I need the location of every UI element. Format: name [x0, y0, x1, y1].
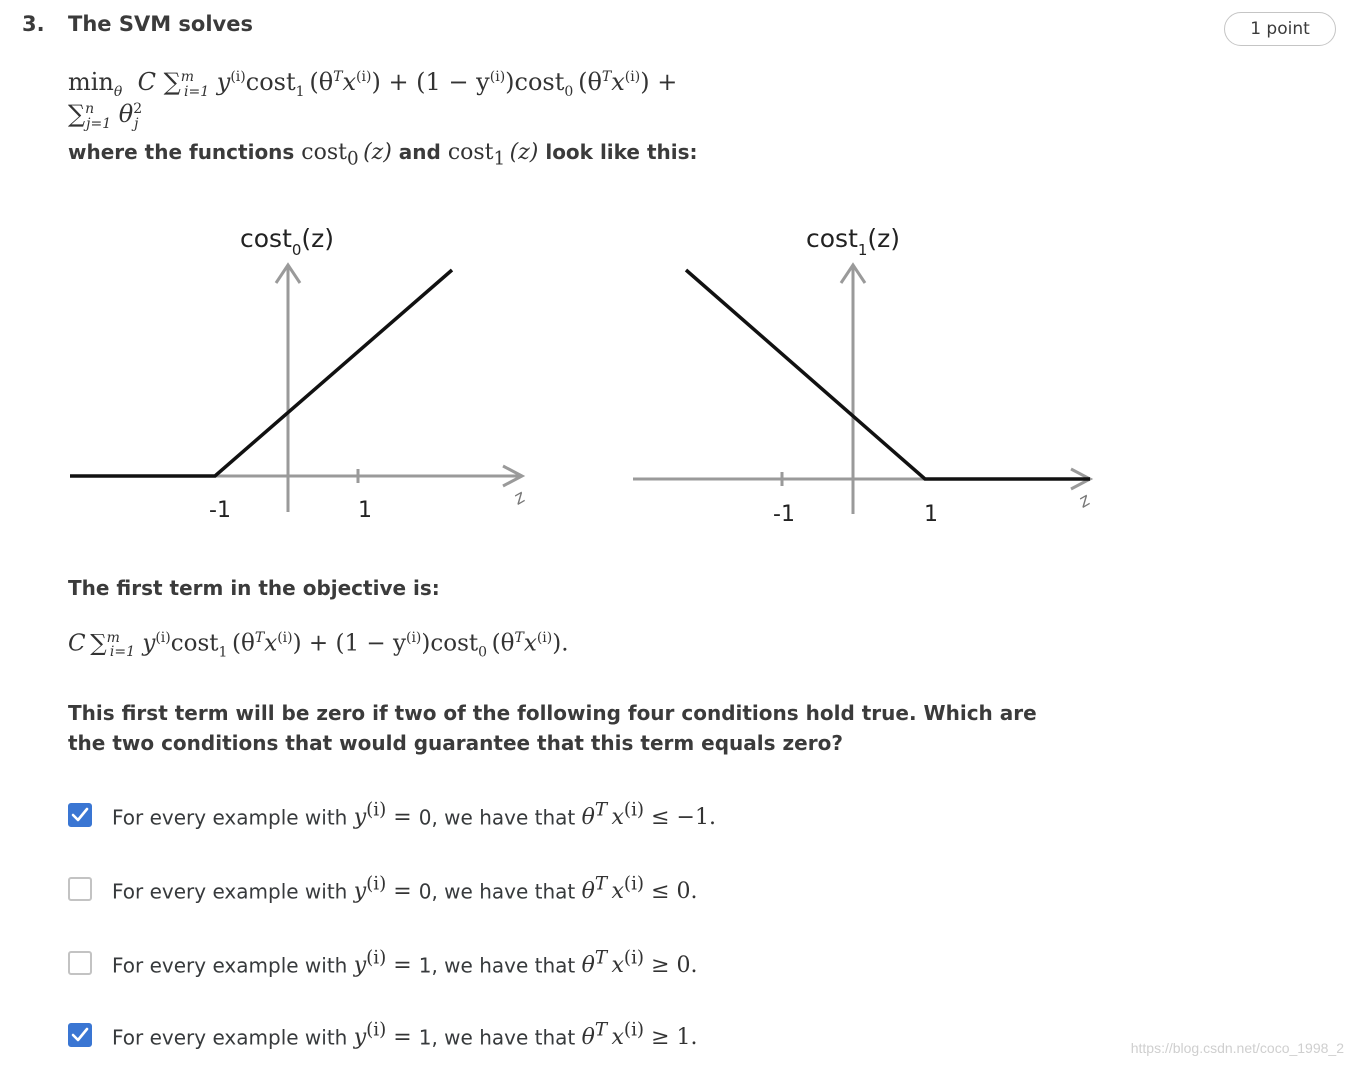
checkmark-icon	[71, 1027, 89, 1043]
checkmark-icon	[71, 807, 89, 823]
cost1-tick-pos: 1	[924, 502, 938, 527]
objective-formula: $\min_\theta C$ ∑$^m_{i=1}$ $y^{(i)}\cos t_1$ $(\theta^Tx^{(i)}) + (1 - y^{(i)})\cos t_0$ $(\theta^Tx^{(i)}) + \sum^n_{j=1}$ $\theta^2_j$	[68, 68, 678, 132]
cost0-label: cost$_0$(z)	[240, 224, 335, 259]
question-text: This first term will be zero if two of the following four conditions hold true. Which are the two conditions that would guarantee that this term equals zero?	[68, 701, 1037, 755]
cost1-curve	[686, 270, 1090, 479]
option-3[interactable]	[68, 948, 698, 978]
cost1-y-axis	[841, 265, 865, 514]
checkbox-2[interactable]	[68, 877, 92, 901]
watermark: https://blog.csdn.net/coco_1998_2	[1130, 1040, 1344, 1056]
first-term-formula: C ∑$^m_{i=1}$ $y^{(i)}\cos t_1$ $(\theta^Tx^{(i)}) + (1 - y^{(i)})\cos t_0$ $(\theta^Tx^{(i)})$.	[68, 630, 569, 661]
option-4[interactable]	[68, 1020, 698, 1050]
cost0-axis-label: z	[510, 486, 529, 510]
cost0-tick-pos: 1	[358, 498, 372, 523]
question-title: The SVM solves	[68, 12, 253, 36]
cost1-graph	[628, 205, 1108, 535]
option-3-text: For every example with $y^{(i)} = 1$, we have that $\theta^T$ $x^{(i)} \ge 0$.	[112, 947, 698, 979]
option-1[interactable]	[68, 800, 716, 830]
option-4-text: For every example with $y^{(i)} = 1$, we have that $\theta^T$ $x^{(i)} \ge 1$.	[112, 1019, 698, 1051]
question-number: 3.	[22, 12, 45, 36]
cost0-x-axis	[215, 466, 522, 486]
cost0-graph	[60, 205, 540, 535]
cost1-label: cost$_1$(z)	[806, 224, 901, 259]
cost0-tick-neg: -1	[209, 498, 231, 523]
option-2[interactable]	[68, 874, 698, 904]
cost1-axis-label: z	[1075, 489, 1094, 513]
points-badge: 1 point	[1224, 12, 1336, 46]
checkbox-4[interactable]	[68, 1023, 92, 1047]
cost0-curve	[70, 270, 452, 476]
option-1-text: For every example with $y^{(i)} = 0$, we have that $\theta^T$ $x^{(i)} \le -1$.	[112, 799, 716, 831]
checkbox-1[interactable]	[68, 803, 92, 827]
cost1-tick-neg: -1	[773, 502, 795, 527]
checkbox-3[interactable]	[68, 951, 92, 975]
first-term-heading: The first term in the objective is:	[68, 576, 440, 600]
where-text: where the functions cost$_0$ (z) and cost$_1$ (z) look like this:	[68, 140, 698, 170]
option-2-text: For every example with $y^{(i)} = 0$, we have that $\theta^T$ $x^{(i)} \le 0$.	[112, 873, 698, 905]
